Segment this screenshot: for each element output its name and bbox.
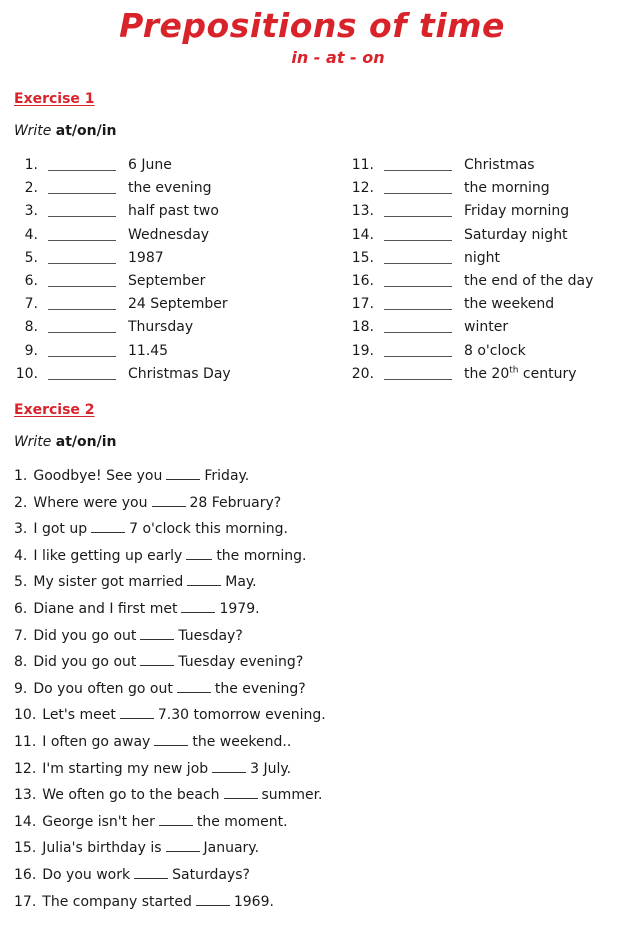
item-number: 19. xyxy=(351,342,374,359)
answer-blank[interactable] xyxy=(384,332,452,333)
item-number: 16. xyxy=(351,273,374,289)
instruction-bold: at/on/in xyxy=(55,434,117,450)
sentence-number: 11. xyxy=(14,734,37,750)
exercise-2-instruction xyxy=(14,434,117,450)
exercise-row xyxy=(348,318,624,341)
item-number: 14. xyxy=(351,226,374,243)
answer-blank[interactable] xyxy=(384,216,452,217)
sentence-row xyxy=(14,680,306,698)
answer-blank[interactable] xyxy=(384,286,452,287)
sentence-after: the morning. xyxy=(216,547,307,564)
sentence-row xyxy=(14,893,274,911)
exercise-row xyxy=(348,342,624,365)
exercise-row xyxy=(12,365,302,388)
exercise-row xyxy=(12,342,302,365)
sentence-before: Where were you xyxy=(33,494,148,511)
exercise-1-instruction xyxy=(14,123,117,139)
sentence-number: 13. xyxy=(14,787,37,804)
item-word: the morning xyxy=(464,180,550,197)
sentence-row xyxy=(14,866,250,884)
item-word: half past two xyxy=(128,203,219,220)
exercise-2-heading: Exercise 2 xyxy=(14,402,95,418)
sentence-before: I like getting up early xyxy=(33,547,183,564)
sentence-number: 17. xyxy=(14,893,37,910)
exercise-row xyxy=(12,179,302,202)
answer-blank[interactable] xyxy=(224,786,258,799)
answer-blank[interactable] xyxy=(48,240,116,241)
item-number: 10. xyxy=(15,365,38,382)
exercise-row xyxy=(348,295,624,318)
word-superscript: th xyxy=(509,365,519,376)
sentence-row xyxy=(14,839,259,857)
item-number: 20. xyxy=(351,365,374,382)
sentence-number: 7. xyxy=(14,627,28,644)
answer-blank[interactable] xyxy=(48,332,116,333)
exercise-row xyxy=(12,272,302,295)
sentence-before: I got up xyxy=(33,521,88,538)
answer-blank[interactable] xyxy=(166,839,200,852)
sentence-after: 1979. xyxy=(219,601,260,617)
answer-blank[interactable] xyxy=(140,627,174,640)
item-word: 8 o'clock xyxy=(464,342,526,359)
exercise-row xyxy=(348,365,624,388)
sentence-number: 8. xyxy=(14,654,28,671)
answer-blank[interactable] xyxy=(212,760,246,773)
item-number: 11. xyxy=(351,157,374,173)
answer-blank[interactable] xyxy=(134,866,168,879)
word-part: century xyxy=(518,365,577,382)
exercise-row xyxy=(348,202,624,225)
item-number: 12. xyxy=(351,180,374,197)
sentence-after: summer. xyxy=(261,787,323,804)
answer-blank[interactable] xyxy=(384,263,452,264)
sentence-row xyxy=(14,813,288,831)
sentence-number: 9. xyxy=(14,680,28,697)
answer-blank[interactable] xyxy=(186,547,212,560)
answer-blank[interactable] xyxy=(154,733,188,746)
sentence-before: Goodbye! See you xyxy=(33,468,163,484)
sentence-number: 6. xyxy=(14,601,28,617)
answer-blank[interactable] xyxy=(384,379,452,380)
exercise-row xyxy=(12,156,302,179)
item-word: Wednesday xyxy=(128,226,210,243)
exercise-row xyxy=(348,249,624,272)
item-number: 18. xyxy=(351,319,374,336)
sentence-after: Friday. xyxy=(204,468,250,484)
sentence-after: Tuesday? xyxy=(178,627,243,644)
item-word: Christmas Day xyxy=(128,365,231,382)
item-number: 7. xyxy=(24,296,38,313)
answer-blank[interactable] xyxy=(48,193,116,194)
sentence-before: Let's meet xyxy=(42,707,116,724)
sentence-number: 14. xyxy=(14,813,37,830)
sentence-row xyxy=(14,494,281,512)
item-word: Friday morning xyxy=(464,203,570,220)
sentence-before: The company started xyxy=(42,893,192,910)
exercise-row xyxy=(12,318,302,341)
sentence-row xyxy=(14,600,260,618)
sentence-row xyxy=(14,786,323,804)
instruction-prefix: Write xyxy=(14,434,56,450)
item-number: 9. xyxy=(24,342,38,359)
answer-blank[interactable] xyxy=(120,706,154,719)
sentence-after: 1969. xyxy=(233,893,274,910)
sentence-row xyxy=(14,653,303,671)
sentence-after: the moment. xyxy=(196,813,288,830)
item-number: 6. xyxy=(24,273,38,289)
answer-blank[interactable] xyxy=(48,216,116,217)
sentence-before: I'm starting my new job xyxy=(42,760,209,777)
sentence-number: 3. xyxy=(14,521,28,538)
exercise-row xyxy=(348,272,624,295)
exercise-row xyxy=(12,249,302,272)
answer-blank[interactable] xyxy=(140,653,174,666)
sentence-before: We often go to the beach xyxy=(42,787,220,804)
answer-blank[interactable] xyxy=(384,309,452,310)
exercise-row xyxy=(348,156,624,179)
sentence-before: Did you go out xyxy=(33,654,137,671)
sentence-row xyxy=(14,706,326,724)
sentence-after: 7 o'clock this morning. xyxy=(129,521,288,538)
answer-blank[interactable] xyxy=(159,813,193,826)
sentence-after: 7.30 tomorrow evening. xyxy=(157,707,326,724)
answer-blank[interactable] xyxy=(177,680,211,693)
item-word: night xyxy=(464,249,501,266)
page-subtitle: in - at - on xyxy=(291,48,385,67)
exercise-row xyxy=(348,226,624,249)
sentence-after: Tuesday evening? xyxy=(178,654,304,671)
sentence-number: 10. xyxy=(14,707,37,724)
exercise-row xyxy=(348,179,624,202)
sentence-number: 16. xyxy=(14,867,37,883)
answer-blank[interactable] xyxy=(48,309,116,310)
sentence-before: Do you work xyxy=(42,867,131,883)
sentence-before: Do you often go out xyxy=(33,680,173,697)
answer-blank[interactable] xyxy=(48,286,116,287)
sentence-after: May. xyxy=(225,574,257,591)
answer-blank[interactable] xyxy=(384,356,452,357)
item-word: winter xyxy=(464,319,509,336)
item-word: Thursday xyxy=(128,319,194,336)
sentence-row xyxy=(14,467,249,485)
sentence-after: 3 July. xyxy=(250,760,292,777)
word-part: the 20 xyxy=(464,365,510,382)
sentence-row xyxy=(14,547,306,565)
item-word: the evening xyxy=(128,180,212,197)
instruction-prefix: Write xyxy=(14,123,56,139)
answer-blank[interactable] xyxy=(181,600,215,613)
answer-blank[interactable] xyxy=(48,170,116,171)
item-word xyxy=(464,365,577,383)
sentence-row xyxy=(14,760,291,778)
answer-blank[interactable] xyxy=(91,520,125,533)
sentence-before: Did you go out xyxy=(33,627,137,644)
sentence-after: Saturdays? xyxy=(172,867,250,883)
answer-blank[interactable] xyxy=(384,170,452,171)
answer-blank[interactable] xyxy=(48,263,116,264)
sentence-row xyxy=(14,627,243,645)
sentence-number: 15. xyxy=(14,840,37,857)
answer-blank[interactable] xyxy=(187,573,221,586)
answer-blank[interactable] xyxy=(48,379,116,380)
item-word: 1987 xyxy=(128,249,164,266)
answer-blank[interactable] xyxy=(384,193,452,194)
sentence-before: Julia's birthday is xyxy=(42,840,162,857)
item-word: September xyxy=(128,273,206,289)
sentence-number: 2. xyxy=(14,494,28,511)
exercise-row xyxy=(12,202,302,225)
sentence-number: 4. xyxy=(14,547,28,564)
sentence-row xyxy=(14,520,288,538)
sentence-number: 12. xyxy=(14,760,37,777)
sentence-number: 5. xyxy=(14,574,28,591)
answer-blank[interactable] xyxy=(384,240,452,241)
sentence-row xyxy=(14,573,257,591)
sentence-row xyxy=(14,733,291,751)
answer-blank[interactable] xyxy=(166,467,200,480)
item-word: Saturday night xyxy=(464,226,568,243)
exercise-1-heading: Exercise 1 xyxy=(14,91,95,107)
item-number: 4. xyxy=(24,226,38,243)
item-number: 1. xyxy=(24,157,38,173)
item-word: 24 September xyxy=(128,296,228,313)
item-word: 6 June xyxy=(128,157,172,173)
item-word: the weekend xyxy=(464,296,555,313)
item-word: 11.45 xyxy=(128,342,169,359)
exercise-row xyxy=(12,295,302,318)
exercise-row xyxy=(12,226,302,249)
sentence-before: Diane and I first met xyxy=(33,601,178,617)
sentence-number: 1. xyxy=(14,468,28,484)
sentence-before: George isn't her xyxy=(42,813,155,830)
sentence-after: January. xyxy=(203,840,260,857)
sentence-after: 28 February? xyxy=(189,494,282,511)
item-word: Christmas xyxy=(464,157,535,173)
item-number: 8. xyxy=(24,319,38,336)
answer-blank[interactable] xyxy=(196,893,230,906)
item-number: 13. xyxy=(351,203,374,220)
sentence-after: the evening? xyxy=(214,680,306,697)
answer-blank[interactable] xyxy=(48,356,116,357)
item-number: 15. xyxy=(351,249,374,266)
item-number: 5. xyxy=(24,249,38,266)
item-word: the end of the day xyxy=(464,273,594,289)
answer-blank[interactable] xyxy=(152,494,186,507)
instruction-bold: at/on/in xyxy=(55,123,117,139)
sentence-before: I often go away xyxy=(42,734,151,750)
item-number: 17. xyxy=(351,296,374,313)
item-number: 2. xyxy=(24,180,38,197)
sentence-before: My sister got married xyxy=(33,574,184,591)
page-title: Prepositions of time xyxy=(119,6,505,45)
item-number: 3. xyxy=(24,203,38,220)
sentence-after: the weekend.. xyxy=(192,734,292,750)
